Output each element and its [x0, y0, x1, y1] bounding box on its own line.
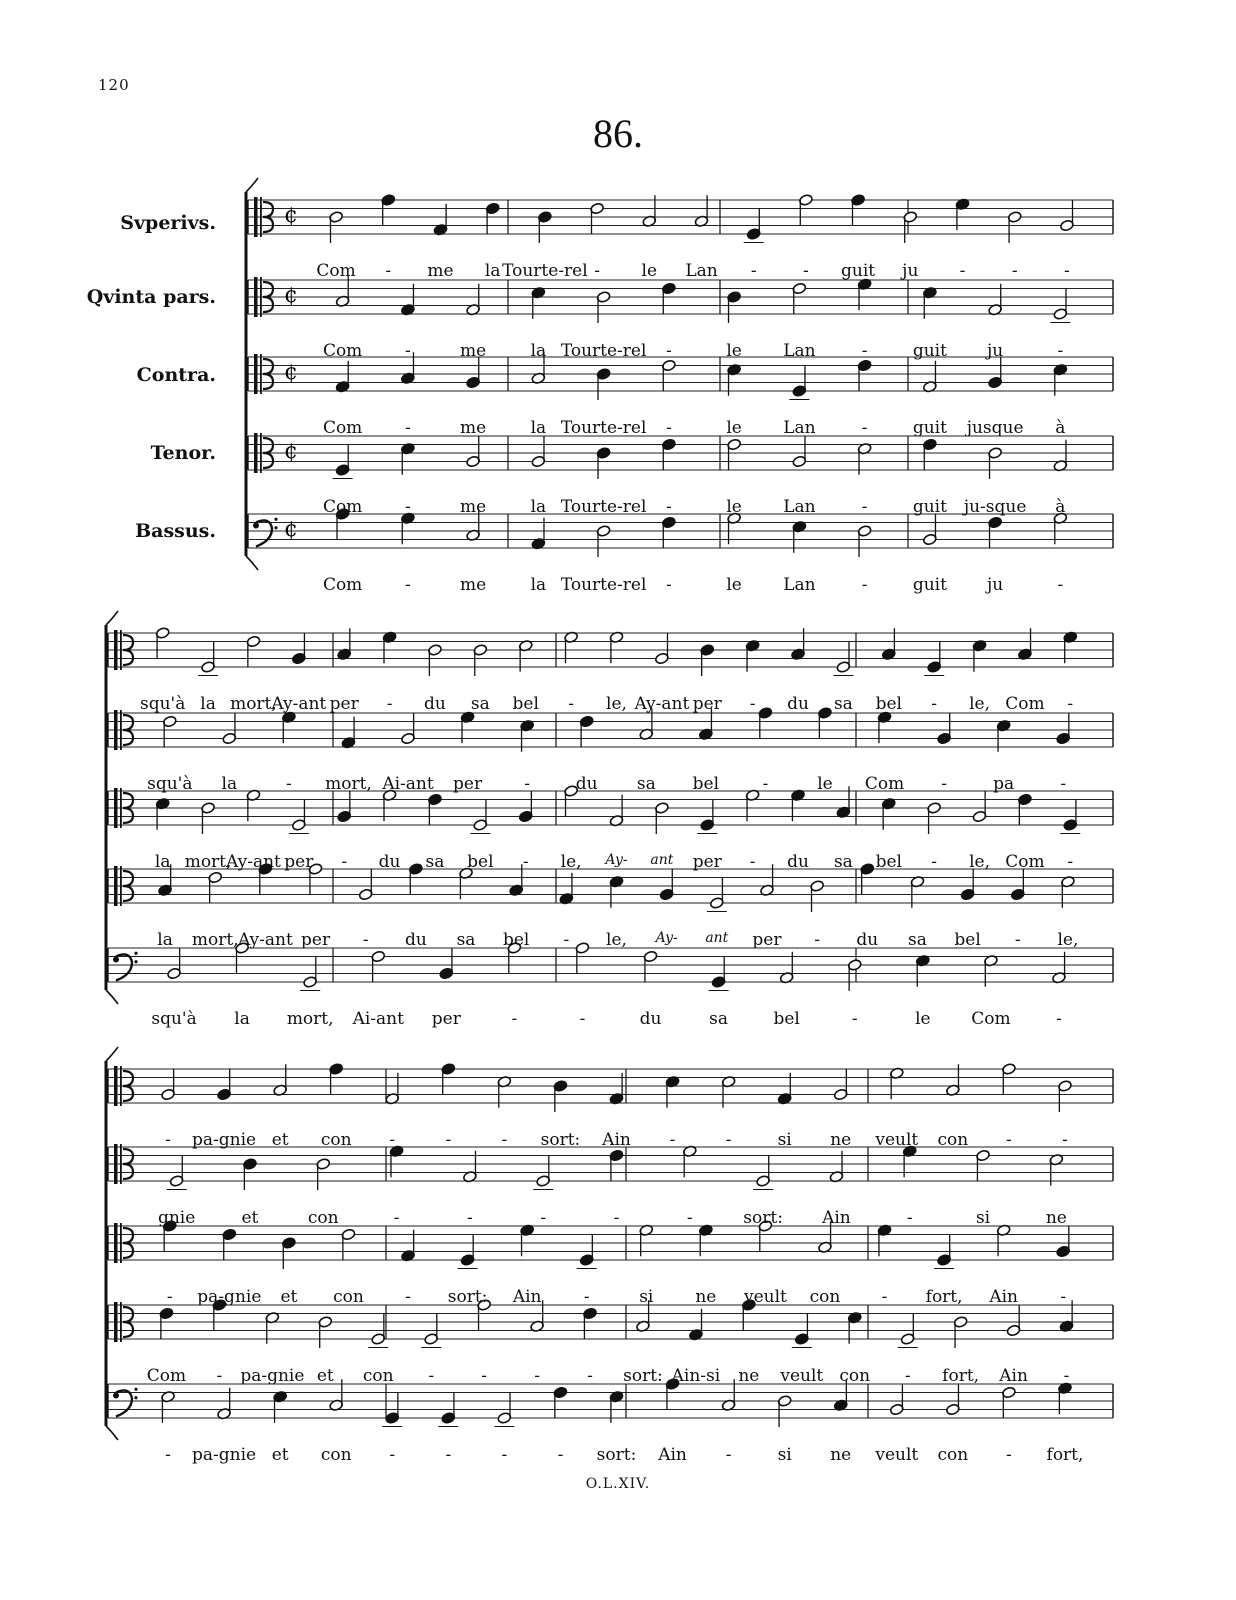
- lyric-syllable: -: [165, 1445, 171, 1465]
- voice-label-superius: Svperivs.: [120, 212, 216, 234]
- lyric-syllable: guit: [912, 418, 947, 438]
- lyric-syllable: Lan: [783, 575, 816, 595]
- lyric-syllable: la: [530, 418, 547, 438]
- lyric-syllable: mort,: [286, 1009, 334, 1029]
- lyric-syllable: -: [666, 497, 672, 517]
- lyric-syllable: sa: [833, 694, 853, 714]
- lyric-syllable: mort,: [230, 694, 277, 714]
- lyric-syllable: -: [405, 418, 411, 438]
- lyric-syllable: bel: [875, 694, 902, 714]
- lyric-syllable: le,: [969, 852, 990, 872]
- lyric-syllable: sort:: [743, 1208, 783, 1228]
- lyric-syllable: sa: [908, 930, 927, 950]
- lyric-syllable: -: [389, 1445, 396, 1465]
- lyric-syllable: me: [460, 341, 487, 361]
- lyric-syllable: bel: [875, 852, 902, 872]
- lyric-syllable: du: [424, 694, 446, 714]
- lyric-syllable: Ain: [999, 1366, 1028, 1386]
- lyric-syllable: Ay-ant: [237, 930, 293, 950]
- bracket-hook: [106, 611, 118, 625]
- lyric-syllable: -: [405, 497, 411, 517]
- lyric-syllable: -: [1062, 1130, 1068, 1150]
- lyric-syllable: -: [386, 694, 393, 714]
- lyric-syllable: per: [453, 774, 483, 794]
- lyric-syllable: -: [385, 261, 392, 281]
- c-clef-icon: [254, 197, 258, 237]
- lyric-syllable: con: [320, 1130, 352, 1150]
- lyric-syllable: me: [460, 575, 487, 595]
- lyric-syllable: -: [1060, 1287, 1067, 1307]
- f-clef-icon: [134, 960, 137, 963]
- lyric-syllable: bel: [773, 1009, 800, 1029]
- lyric-syllable: -: [1067, 852, 1074, 872]
- lyric-syllable: la: [154, 852, 171, 872]
- lyric-syllable: -: [749, 852, 756, 872]
- f-clef-icon: [134, 1388, 137, 1391]
- lyric-syllable: -: [861, 418, 868, 438]
- lyric-syllable: -: [165, 1130, 171, 1150]
- time-signature-icon: ¢: [284, 203, 298, 229]
- lyric-syllable: per: [301, 930, 331, 950]
- lyric-syllable: le: [726, 497, 742, 517]
- lyric-syllable: la: [530, 575, 547, 595]
- lyric-syllable: squ'à: [147, 774, 193, 794]
- lyric-syllable: -: [861, 575, 868, 595]
- lyric-syllable: guit: [912, 575, 947, 595]
- lyric-syllable: -: [1006, 1445, 1012, 1465]
- lyric-syllable: -: [445, 1445, 452, 1465]
- lyric-syllable: -: [405, 1287, 411, 1307]
- lyric-syllable: Ai-ant: [382, 774, 434, 794]
- lyric-syllable: à: [1055, 497, 1066, 517]
- lyric-syllable: le,: [560, 852, 582, 872]
- lyric-syllable: pa-gnie: [192, 1130, 257, 1150]
- lyric-syllable: guit: [912, 497, 947, 517]
- lyric-syllable: con: [937, 1130, 969, 1150]
- lyric-syllable: -: [1014, 930, 1021, 950]
- c-clef-icon: [254, 433, 258, 473]
- bracket-hook: [246, 178, 258, 192]
- lyric-syllable: bel: [692, 774, 720, 794]
- lyric-syllable: du: [856, 930, 879, 950]
- f-clef-icon: [134, 1396, 137, 1399]
- lyric-syllable: -: [583, 1287, 590, 1307]
- lyric-syllable: veult: [743, 1287, 787, 1307]
- lyric-syllable: la: [530, 341, 547, 361]
- lyric-syllable: Ai-ant: [352, 1009, 404, 1029]
- lyric-syllable: -: [803, 261, 809, 281]
- c-clef-icon: [114, 630, 118, 670]
- lyric-syllable: Com: [322, 418, 363, 438]
- lyric-syllable: le,: [1057, 930, 1079, 950]
- lyric-syllable: -: [393, 1208, 400, 1228]
- lyric-syllable: pa: [993, 774, 1015, 794]
- lyric-syllable: -: [1064, 261, 1070, 281]
- lyric-syllable: ju: [987, 341, 1004, 361]
- lyric-syllable: -: [501, 1445, 508, 1465]
- lyric-syllable: Lan: [685, 261, 718, 281]
- c-clef-icon: [114, 788, 118, 828]
- lyric-syllable: Tourte-rel: [560, 575, 647, 595]
- lyric-syllable: si: [777, 1130, 792, 1150]
- c-clef-icon: [114, 1066, 118, 1106]
- lyric-syllable: -: [749, 694, 756, 714]
- lyric-syllable: jusque: [966, 418, 1024, 438]
- c-clef-icon: [260, 433, 262, 473]
- lyric-syllable: Com: [146, 1366, 187, 1386]
- lyric-syllable: la: [530, 497, 547, 517]
- lyric-syllable: -: [341, 852, 348, 872]
- c-clef-icon: [120, 630, 122, 670]
- lyric-syllable: ne: [830, 1130, 852, 1150]
- lyric-syllable: ju: [987, 575, 1004, 595]
- lyric-syllable: -: [166, 1287, 173, 1307]
- lyric-syllable: Ain: [658, 1445, 687, 1465]
- lyric-syllable: con: [333, 1287, 364, 1307]
- lyric-syllable: du: [575, 774, 598, 794]
- voice-label-tenor: Tenor.: [150, 442, 216, 464]
- lyric-syllable: -: [216, 1366, 223, 1386]
- lyric-syllable: -: [1060, 774, 1067, 794]
- lyric-syllable: Tourte-rel: [560, 341, 647, 361]
- lyric-syllable: -: [750, 261, 757, 281]
- lyric-syllable: le: [726, 575, 742, 595]
- lyric-syllable: fort,: [1046, 1445, 1084, 1465]
- lyric-syllable: -: [524, 774, 531, 794]
- lyric-syllable: -: [540, 1208, 547, 1228]
- voice-label-contra: Contra.: [136, 364, 216, 386]
- c-clef-icon: [254, 277, 258, 317]
- lyric-syllable: -: [725, 1445, 732, 1465]
- lyric-syllable: du: [787, 852, 809, 872]
- time-signature-icon: ¢: [284, 517, 298, 543]
- lyric-syllable: sort:: [540, 1130, 581, 1150]
- lyric-syllable: Ay-ant: [271, 694, 327, 714]
- c-clef-icon: [114, 866, 118, 906]
- lyric-syllable: et: [280, 1287, 298, 1307]
- lyric-syllable: -: [1056, 1009, 1062, 1029]
- lyric-syllable: con: [839, 1366, 871, 1386]
- lyric-syllable: me: [427, 261, 454, 281]
- lyric-syllable: Ay-ant: [226, 852, 281, 872]
- lyric-syllable: -: [881, 1287, 888, 1307]
- f-clef-icon: [113, 957, 119, 963]
- lyric-syllable: le,: [606, 930, 627, 950]
- lyric-syllable: Tourte-rel: [502, 261, 588, 281]
- lyric-syllable: -: [669, 1130, 676, 1150]
- lyric-syllable: fort,: [925, 1287, 963, 1307]
- lyric-syllable: si: [639, 1287, 654, 1307]
- lyric-syllable: Ain: [822, 1208, 851, 1228]
- lyric-syllable: -: [362, 930, 369, 950]
- lyric-syllable: -: [814, 930, 820, 950]
- lyric-syllable: -: [666, 341, 672, 361]
- lyric-syllable: le,: [969, 694, 990, 714]
- lyric-syllable: guit: [912, 341, 947, 361]
- lyric-syllable: per: [431, 1009, 461, 1029]
- lyric-syllable: -: [861, 497, 868, 517]
- lyric-syllable: si: [975, 1208, 991, 1228]
- lyric-syllable: pa-gnie: [197, 1287, 262, 1307]
- lyric-syllable: et: [271, 1445, 289, 1465]
- f-clef-icon: [274, 518, 277, 521]
- bracket-hook: [106, 1426, 118, 1440]
- lyric-syllable: -: [1067, 694, 1074, 714]
- lyric-syllable: bel: [467, 852, 494, 872]
- lyric-syllable: ne: [738, 1366, 760, 1386]
- lyric-syllable: Lan: [783, 418, 816, 438]
- lyric-syllable: mort,: [325, 774, 372, 794]
- lyric-syllable: sort:: [447, 1287, 488, 1307]
- c-clef-icon: [114, 710, 118, 750]
- lyric-syllable: -: [481, 1366, 487, 1386]
- lyric-syllable: le: [726, 341, 742, 361]
- lyric-syllable: -: [1011, 261, 1018, 281]
- voice-label-quinta: Qvinta pars.: [86, 286, 216, 308]
- lyric-syllable: squ'à: [140, 694, 186, 714]
- f-clef-icon: [134, 952, 137, 955]
- lyric-syllable: -: [613, 1208, 620, 1228]
- lyric-syllable: -: [1057, 575, 1064, 595]
- c-clef-icon: [120, 788, 122, 828]
- lyric-syllable: mort,: [191, 930, 239, 950]
- lyric-syllable: la: [157, 930, 173, 950]
- lyric-syllable: -: [587, 1366, 593, 1386]
- lyric-syllable: Com: [316, 261, 356, 281]
- lyric-syllable: -: [941, 774, 947, 794]
- lyric-syllable: -: [851, 1009, 858, 1029]
- lyric-syllable: veult: [875, 1130, 919, 1150]
- lyric-syllable: Tourte-rel: [560, 497, 647, 517]
- lyric-syllable: la: [200, 694, 216, 714]
- lyric-syllable: Com: [971, 1009, 1011, 1029]
- lyric-syllable: le: [915, 1009, 931, 1029]
- lyric-syllable: -: [1063, 1366, 1070, 1386]
- lyric-syllable: -: [666, 418, 672, 438]
- bracket-hook: [246, 556, 258, 570]
- lyric-syllable: con: [307, 1208, 339, 1228]
- c-clef-icon: [120, 1144, 122, 1184]
- lyric-syllable: ju-sque: [963, 497, 1027, 517]
- lyric-syllable: me: [460, 418, 487, 438]
- lyric-syllable: per: [692, 694, 722, 714]
- lyric-syllable: -: [1006, 1130, 1012, 1150]
- lyric-syllable: squ'à: [151, 1009, 197, 1029]
- lyric-syllable: con: [809, 1287, 841, 1307]
- f-clef-icon: [274, 526, 277, 529]
- lyric-syllable: Com: [322, 575, 363, 595]
- lyric-syllable: sa: [425, 852, 445, 872]
- lyric-syllable: et: [316, 1366, 334, 1386]
- lyric-syllable: sort:: [596, 1445, 637, 1465]
- lyric-syllable: Tourte-rel: [560, 418, 647, 438]
- lyric-syllable: -: [904, 1366, 911, 1386]
- lyric-syllable: ne: [695, 1287, 717, 1307]
- lyric-syllable: pa-gnie: [192, 1445, 257, 1465]
- time-signature-icon: ¢: [284, 360, 298, 386]
- lyric-syllable: Ay-: [655, 930, 678, 946]
- lyric-syllable: gnie: [157, 1208, 196, 1228]
- c-clef-icon: [120, 1302, 122, 1342]
- lyric-syllable: le: [817, 774, 833, 794]
- lyric-syllable: con: [362, 1366, 394, 1386]
- lyric-syllable: Lan: [783, 497, 816, 517]
- lyric-syllable: -: [286, 774, 292, 794]
- lyric-syllable: per: [752, 930, 782, 950]
- lyric-syllable: Com: [322, 497, 363, 517]
- c-clef-icon: [114, 1144, 118, 1184]
- footer-signature: O.L.XIV.: [585, 1476, 651, 1492]
- lyric-syllable: -: [557, 1445, 564, 1465]
- time-signature-icon: ¢: [284, 283, 298, 309]
- lyric-syllable: veult: [780, 1366, 824, 1386]
- c-clef-icon: [114, 1223, 118, 1263]
- lyric-syllable: -: [666, 575, 672, 595]
- lyric-syllable: Ay-: [605, 852, 628, 868]
- c-clef-icon: [120, 1223, 122, 1263]
- c-clef-icon: [114, 1302, 118, 1342]
- lyric-syllable: le: [726, 418, 742, 438]
- lyric-syllable: Com: [322, 341, 363, 361]
- lyric-syllable: -: [579, 1009, 586, 1029]
- lyric-syllable: -: [511, 1009, 518, 1029]
- lyric-syllable: fort,: [942, 1366, 980, 1386]
- lyric-syllable: la: [484, 261, 501, 281]
- lyric-syllable: -: [725, 1130, 732, 1150]
- lyric-syllable: -: [501, 1130, 508, 1150]
- lyric-syllable: ant: [650, 852, 674, 868]
- c-clef-icon: [260, 277, 262, 317]
- lyric-syllable: sa: [636, 774, 656, 794]
- lyric-syllable: mort,: [184, 852, 232, 872]
- bracket-hook: [106, 990, 118, 1004]
- lyric-syllable: -: [428, 1366, 435, 1386]
- lyric-syllable: la: [234, 1009, 250, 1029]
- lyric-syllable: -: [405, 341, 411, 361]
- lyric-syllable: bel: [502, 930, 530, 950]
- lyric-syllable: du: [378, 852, 401, 872]
- lyric-syllable: per: [284, 852, 314, 872]
- lyric-syllable: à: [1055, 418, 1066, 438]
- lyric-syllable: -: [861, 341, 868, 361]
- c-clef-icon: [120, 1066, 122, 1106]
- lyric-syllable: du: [639, 1009, 662, 1029]
- lyric-syllable: Lan: [783, 341, 816, 361]
- lyric-syllable: -: [762, 774, 769, 794]
- time-signature-icon: ¢: [284, 439, 298, 465]
- lyric-syllable: la: [221, 774, 238, 794]
- lyric-syllable: Com: [1005, 694, 1045, 714]
- lyric-syllable: pa-gnie: [240, 1366, 305, 1386]
- lyric-syllable: ne: [1045, 1208, 1067, 1228]
- lyric-syllable: -: [563, 930, 570, 950]
- voice-label-bassus: Bassus.: [135, 520, 216, 542]
- c-clef-icon: [260, 197, 262, 237]
- lyric-syllable: Ain-si: [671, 1366, 721, 1386]
- lyric-syllable: per: [329, 694, 359, 714]
- lyric-syllable: con: [937, 1445, 969, 1465]
- lyric-syllable: guit: [841, 261, 876, 281]
- c-clef-icon: [254, 354, 258, 394]
- lyric-syllable: -: [931, 852, 938, 872]
- lyric-syllable: -: [594, 261, 600, 281]
- lyric-syllable: ju: [902, 261, 919, 281]
- lyric-syllable: me: [460, 497, 487, 517]
- lyric-syllable: le,: [606, 694, 627, 714]
- lyric-syllable: -: [1057, 341, 1064, 361]
- lyric-syllable: sa: [470, 694, 490, 714]
- piece-number: 86.: [593, 111, 643, 156]
- lyric-syllable: -: [445, 1130, 452, 1150]
- lyric-syllable: du: [404, 930, 427, 950]
- lyric-syllable: ne: [830, 1445, 852, 1465]
- lyric-syllable: Ain: [512, 1287, 542, 1307]
- lyric-syllable: du: [787, 694, 809, 714]
- lyric-syllable: Com: [1005, 852, 1045, 872]
- lyric-syllable: Ain: [602, 1130, 631, 1150]
- lyric-syllable: -: [405, 575, 411, 595]
- lyric-syllable: bel: [954, 930, 981, 950]
- lyric-syllable: et: [241, 1208, 259, 1228]
- lyric-syllable: -: [522, 852, 529, 872]
- lyric-syllable: et: [271, 1130, 289, 1150]
- lyric-syllable: -: [568, 694, 574, 714]
- lyric-syllable: bel: [512, 694, 539, 714]
- lyric-syllable: le: [641, 261, 658, 281]
- lyric-syllable: -: [686, 1208, 693, 1228]
- f-clef-icon: [253, 523, 259, 529]
- lyric-syllable: Ay-ant: [634, 694, 690, 714]
- lyric-syllable: -: [389, 1130, 396, 1150]
- lyric-syllable: -: [931, 694, 938, 714]
- lyric-syllable: -: [467, 1208, 473, 1228]
- c-clef-icon: [120, 710, 122, 750]
- lyric-syllable: Com: [864, 774, 905, 794]
- f-clef-icon: [113, 1393, 119, 1399]
- lyric-syllable: con: [320, 1445, 352, 1465]
- lyric-syllable: per: [692, 852, 722, 872]
- lyric-syllable: sa: [456, 930, 476, 950]
- page-number: 120: [98, 76, 130, 94]
- lyric-syllable: -: [959, 261, 966, 281]
- lyric-syllable: Ain: [989, 1287, 1018, 1307]
- lyric-syllable: sa: [709, 1009, 729, 1029]
- lyric-syllable: -: [906, 1208, 913, 1228]
- c-clef-icon: [260, 354, 262, 394]
- lyric-syllable: -: [534, 1366, 540, 1386]
- lyric-syllable: veult: [875, 1445, 919, 1465]
- lyric-syllable: si: [777, 1445, 792, 1465]
- c-clef-icon: [120, 866, 122, 906]
- bracket-hook: [106, 1047, 118, 1061]
- lyric-syllable: ant: [705, 930, 729, 946]
- lyric-syllable: sa: [833, 852, 853, 872]
- lyric-syllable: sort:: [623, 1366, 663, 1386]
